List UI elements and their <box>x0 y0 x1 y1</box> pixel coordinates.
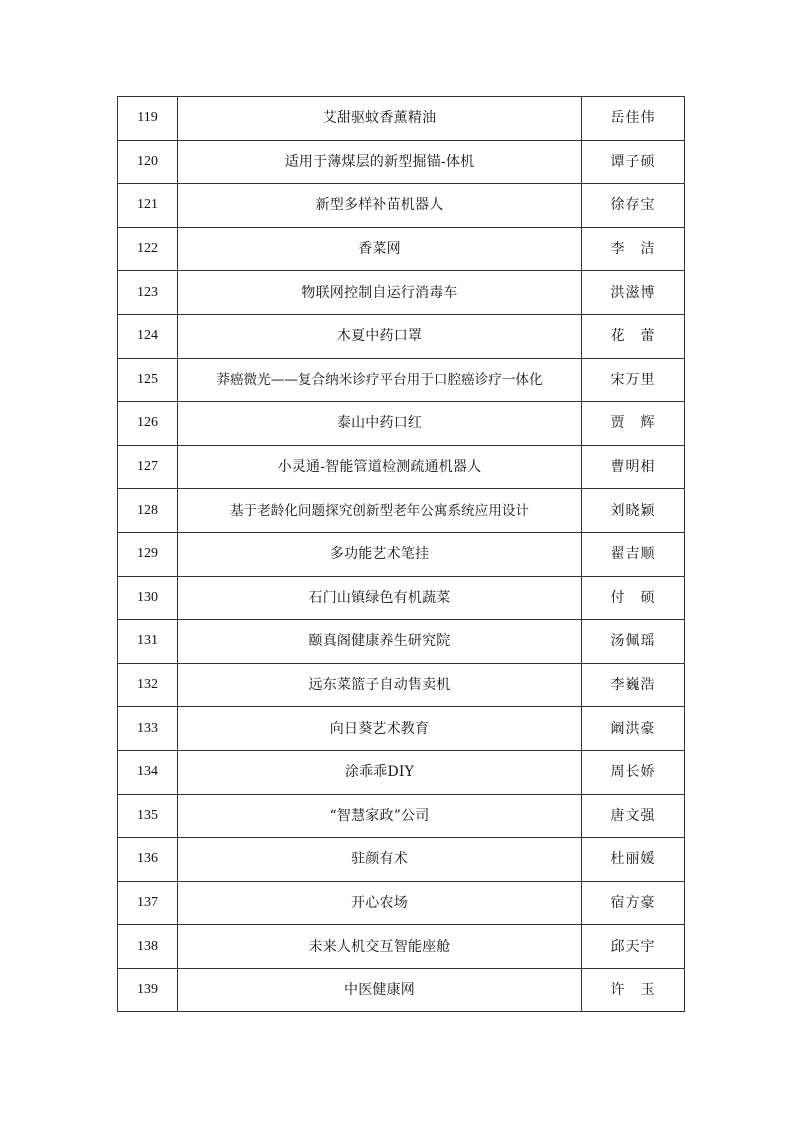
project-title: 驻颜有术 <box>178 838 582 882</box>
project-title: 未来人机交互智能座舱 <box>178 925 582 969</box>
person-name: 唐文强 <box>582 794 685 838</box>
table-row <box>118 532 685 576</box>
row-number: 134 <box>118 750 178 794</box>
project-title: 基于老龄化问题探究创新型老年公寓系统应用设计 <box>178 489 582 533</box>
table-row <box>118 750 685 794</box>
project-title: 向日葵艺术教育 <box>178 707 582 751</box>
table-row <box>118 794 685 838</box>
person-name: 翟吉顺 <box>582 532 685 576</box>
row-number: 123 <box>118 271 178 315</box>
row-number: 138 <box>118 925 178 969</box>
person-name: 刘晓颖 <box>582 489 685 533</box>
project-title: 新型多样补苗机器人 <box>178 184 582 228</box>
project-title: 中医健康网 <box>178 968 582 1012</box>
project-title: 小灵通-智能管道检测疏通机器人 <box>178 445 582 489</box>
project-title: 香菜网 <box>178 227 582 271</box>
person-name: 宋万里 <box>582 358 685 402</box>
table-row <box>118 140 685 184</box>
row-number: 124 <box>118 314 178 358</box>
row-number: 120 <box>118 140 178 184</box>
row-number: 132 <box>118 663 178 707</box>
person-name: 洪滋博 <box>582 271 685 315</box>
row-number: 127 <box>118 445 178 489</box>
table-row <box>118 620 685 664</box>
table-row <box>118 489 685 533</box>
project-title: 艾甜驱蚊香薰精油 <box>178 97 582 141</box>
table-row <box>118 445 685 489</box>
project-title: 远东菜篮子自动售卖机 <box>178 663 582 707</box>
person-name: 岳佳伟 <box>582 97 685 141</box>
row-number: 119 <box>118 97 178 141</box>
project-title: 多功能艺术笔挂 <box>178 532 582 576</box>
row-number: 125 <box>118 358 178 402</box>
table-row <box>118 402 685 446</box>
project-title: 开心农场 <box>178 881 582 925</box>
person-name: 周长娇 <box>582 750 685 794</box>
person-name: 花 蕾 <box>582 314 685 358</box>
row-number: 137 <box>118 881 178 925</box>
row-number: 131 <box>118 620 178 664</box>
table-row <box>118 707 685 751</box>
table-row <box>118 881 685 925</box>
row-number: 130 <box>118 576 178 620</box>
row-number: 126 <box>118 402 178 446</box>
row-number: 139 <box>118 968 178 1012</box>
table-row <box>118 97 685 141</box>
table-row <box>118 838 685 882</box>
row-number: 133 <box>118 707 178 751</box>
person-name: 汤佩瑶 <box>582 620 685 664</box>
project-title: 莽癌微光——复合纳米诊疗平台用于口腔癌诊疗一体化 <box>178 358 582 402</box>
table-row <box>118 314 685 358</box>
project-roster-table <box>117 96 685 1012</box>
person-name: 阚洪豪 <box>582 707 685 751</box>
project-title: “智慧家政”公司 <box>178 794 582 838</box>
project-title: 颐真阁健康养生研究院 <box>178 620 582 664</box>
person-name: 李巍浩 <box>582 663 685 707</box>
person-name: 徐存宝 <box>582 184 685 228</box>
person-name: 付 硕 <box>582 576 685 620</box>
row-number: 135 <box>118 794 178 838</box>
person-name: 李 洁 <box>582 227 685 271</box>
project-title: 泰山中药口红 <box>178 402 582 446</box>
project-title: 石门山镇绿色有机蔬菜 <box>178 576 582 620</box>
person-name: 贾 辉 <box>582 402 685 446</box>
person-name: 许 玉 <box>582 968 685 1012</box>
project-title: 涂乖乖DIY <box>178 750 582 794</box>
table-row <box>118 271 685 315</box>
person-name: 宿方豪 <box>582 881 685 925</box>
table-row <box>118 576 685 620</box>
row-number: 129 <box>118 532 178 576</box>
table-row <box>118 358 685 402</box>
row-number: 122 <box>118 227 178 271</box>
table-row <box>118 968 685 1012</box>
table-row <box>118 227 685 271</box>
person-name: 杜丽媛 <box>582 838 685 882</box>
row-number: 128 <box>118 489 178 533</box>
table-row <box>118 925 685 969</box>
project-title: 物联网控制自运行消毒车 <box>178 271 582 315</box>
table-row <box>118 663 685 707</box>
project-title: 木夏中药口罩 <box>178 314 582 358</box>
table-row <box>118 184 685 228</box>
project-title: 适用于薄煤层的新型掘锚-体机 <box>178 140 582 184</box>
person-name: 曹明相 <box>582 445 685 489</box>
row-number: 136 <box>118 838 178 882</box>
row-number: 121 <box>118 184 178 228</box>
person-name: 谭子硕 <box>582 140 685 184</box>
person-name: 邱天宇 <box>582 925 685 969</box>
